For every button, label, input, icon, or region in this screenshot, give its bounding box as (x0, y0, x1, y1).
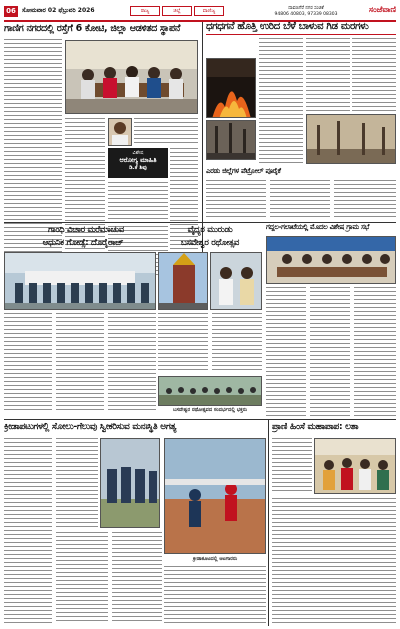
date-line: ಸೋಮವಾರ 02 ಫೆಬ್ರುವರಿ 2026 (22, 7, 95, 14)
sports-caption: ಕ್ರೀಡಾಕೂಟದಲ್ಲಿ ಆಟಗಾರರು (192, 556, 238, 562)
section-tab-2: ಜಿಲ್ಲೆ (162, 6, 192, 16)
sports-group-photo (100, 438, 160, 528)
inset-box-line2: ಆರೋಗ್ಯ ಮಾಹಿತಿ (119, 156, 157, 164)
horizontal-rule (4, 419, 396, 420)
text-column (56, 438, 98, 528)
headline-gandhi-line2: ಆಧುನಿಕ ಗೋಡ್ಸೆ: ದೊರೈರಾಜ್ (42, 238, 124, 248)
text-column (206, 180, 266, 220)
text-column (56, 313, 104, 413)
text-column (134, 118, 198, 146)
headline-gadda: ಗದ್ದಲ-ಗಲಾಟೆಯಲ್ಲಿ ಮೊದಲ ವಿಶೇಷ ಗ್ರಾಮ ಸಭೆ (266, 223, 370, 231)
gram-sabha-photo (266, 236, 396, 284)
headline-petrol: ಎರಡು ಜಿಲ್ಲೆಗಳ ಪೆಟ್ರೋಲ್ ಪೂರೈಕೆ (206, 167, 281, 175)
page-number-badge: 06 (4, 6, 18, 17)
tree-farm-photo (306, 114, 396, 164)
text-column (259, 38, 303, 164)
text-column (4, 313, 52, 413)
latha-event-photo (314, 438, 396, 494)
headline-vaidya-line1: ವೈದ್ಯರ ಮುರುಡು (187, 225, 233, 235)
burnt-trees-photo (206, 120, 256, 160)
edition-info-1: ದಾವಣಗೆರೆ ನಗರ ಸಂಚಿಕೆ (288, 6, 324, 11)
text-column (266, 287, 306, 417)
text-column (4, 438, 52, 624)
portrait-photo (108, 118, 132, 146)
text-column (306, 38, 350, 112)
section-tab-1: ರಾಜ್ಯ (130, 6, 160, 16)
text-column (310, 287, 350, 417)
text-column (56, 532, 108, 624)
kabaddi-photo (164, 438, 266, 554)
headline-latha: ಪ್ರಾಣಿ ಹಿಂಸೆ ಮಹಾಪಾಪ: ಲತಾ (272, 422, 359, 432)
crowd-photo (158, 376, 262, 406)
text-column (334, 180, 396, 220)
gandhi-event-photo (4, 252, 156, 310)
text-column (164, 566, 266, 624)
headline-fire-line1: ಧಗಧಗನೆ ಹೊತ್ತಿ ಉರಿದ ಬೆಳೆ ಬಾಳುವ ಗಿಡ ಮರಗಳು (206, 21, 369, 32)
text-column (112, 532, 162, 624)
meeting-photo (65, 40, 198, 114)
inset-box-line1: ವಿಶೇಷ (132, 150, 144, 156)
fire-headline-underline (206, 34, 396, 35)
text-column (212, 313, 262, 373)
section-tab-3: ವಾಣಿಜ್ಯ (194, 6, 224, 16)
text-column (158, 313, 208, 373)
photo-caption: ಬಸವೇಶ್ವರ ರಥೋತ್ಸವದ ಸಂದರ್ಭದಲ್ಲಿ ಭಕ್ತರು (172, 407, 248, 413)
headline-vaidya-line2: ಬಸವೇಶ್ವರ ರಥೋತ್ಸವ (180, 238, 240, 248)
inset-box (108, 148, 168, 178)
masthead-logo: ಸಂಜೆವಾಣಿ (368, 5, 396, 14)
headline-gandhi-line1: ಗಾಂಧಿ ವಿಚಾರ ಮರೆಮಾಚುವ (48, 225, 124, 235)
ratha-photo-1 (158, 252, 208, 310)
text-column (352, 38, 396, 112)
text-column (65, 118, 105, 150)
ratha-photo-2 (210, 252, 262, 310)
text-column (108, 313, 156, 413)
column-rule (268, 420, 269, 626)
headline-sports: ಕ್ರೀಡಾಪಟುಗಳಲ್ಲಿ ಸೋಲು-ಗೆಲುವು ಸ್ವೀಕರಿಸುವ ಮನಃಸ್ಥಿತಿ ಅಗತ್ಯ (4, 422, 177, 432)
text-column (272, 498, 396, 624)
edition-info-2: 94806 40803, 97339 08303 (274, 12, 338, 17)
fire-photo (206, 58, 256, 118)
text-column (270, 180, 330, 220)
headline-ganiga-nagar: ಗಾಣಿಗ ನಗರದಲ್ಲಿ ರಸ್ತೆಗೆ 6 ಕೋಟಿ, ಜಿಲ್ಲಾ ಆಡಳಿತದ ಸ್ಥಾಪನೆ (4, 23, 181, 34)
text-column (354, 287, 396, 417)
text-column (272, 438, 312, 494)
inset-box-line3: ಡಿ.ಕೆ ಶಿವು (129, 165, 147, 171)
